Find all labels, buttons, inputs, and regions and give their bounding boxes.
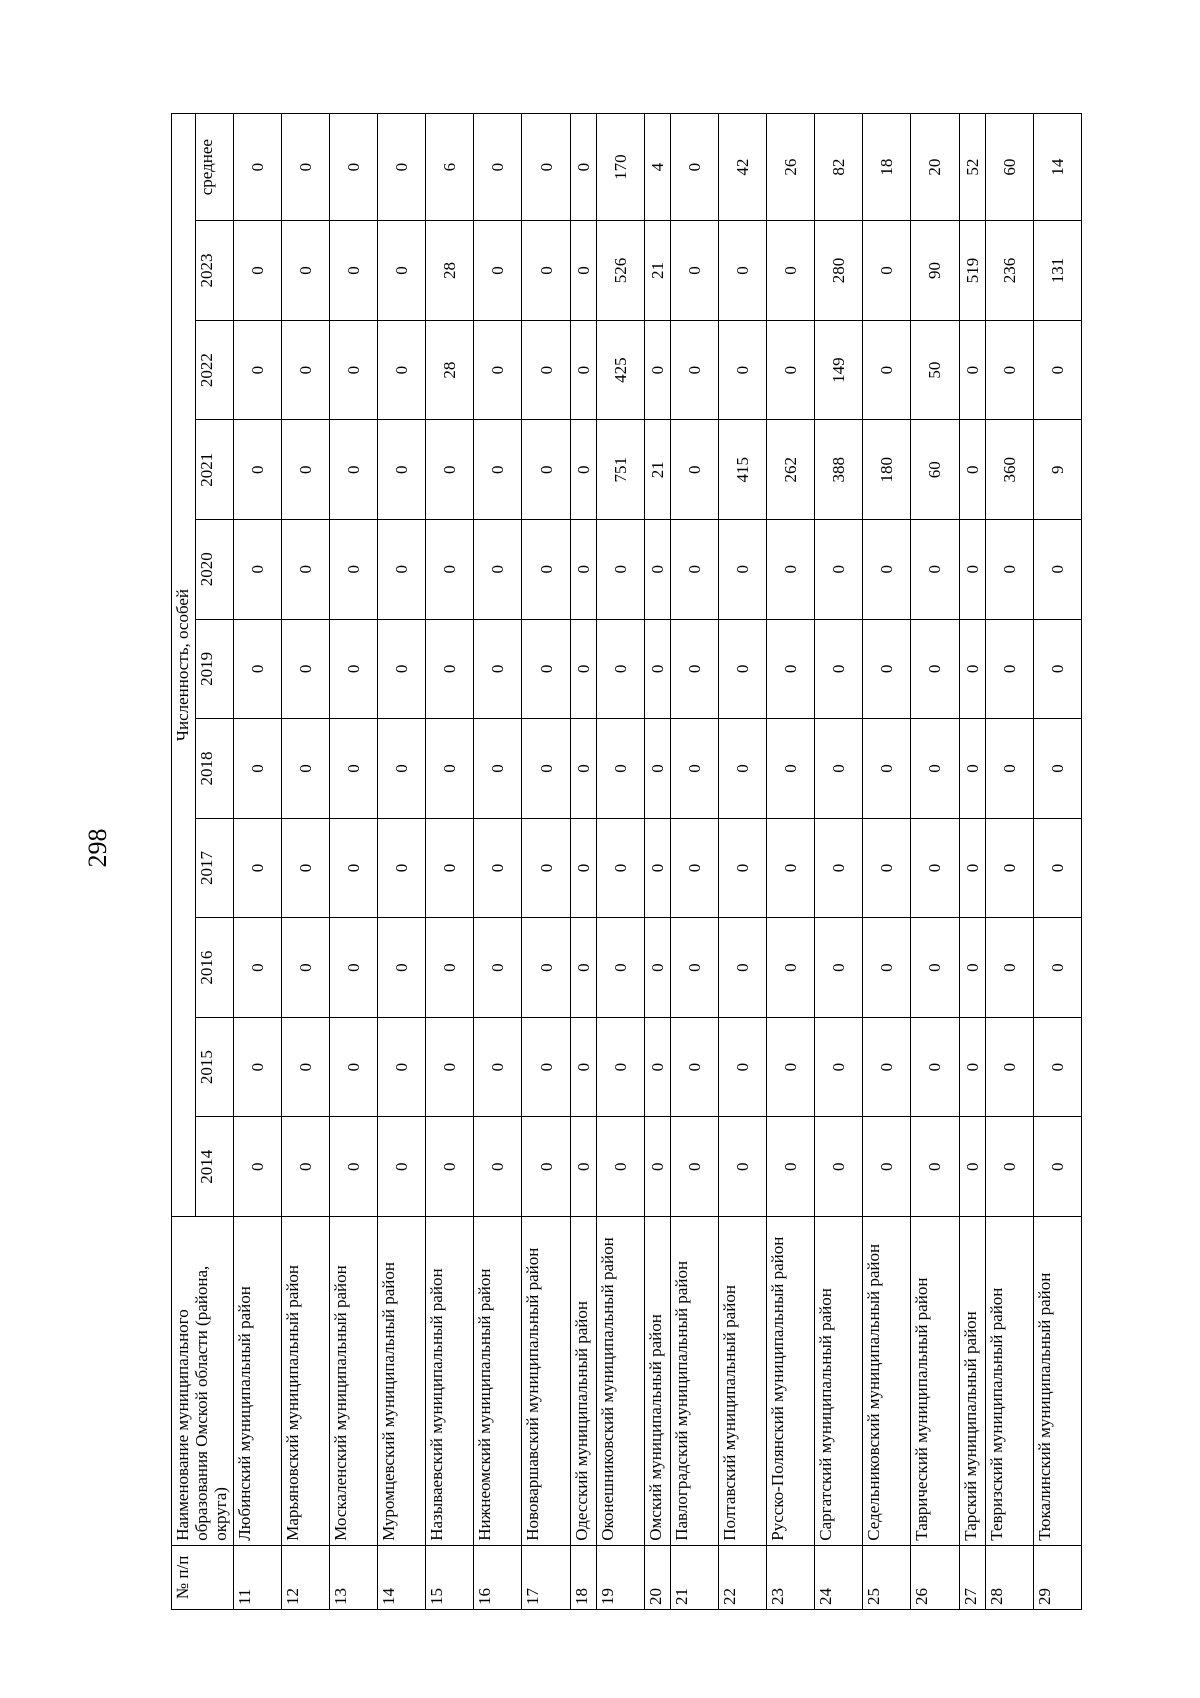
table-row (815, 114, 863, 1610)
row-value: 0 (985, 1117, 1033, 1217)
row-value: 0 (767, 918, 815, 1018)
row-value: 0 (426, 818, 474, 918)
row-value: 0 (570, 719, 596, 819)
table-row (596, 114, 644, 1610)
row-value: 131 (1033, 221, 1081, 321)
row-value: 60 (985, 114, 1033, 221)
header-year: 2018 (196, 719, 234, 819)
row-value: 0 (1033, 719, 1081, 819)
row-value: 0 (330, 1017, 378, 1117)
row-number: 17 (522, 1545, 570, 1609)
table-row (644, 114, 670, 1610)
row-number: 23 (767, 1545, 815, 1609)
row-value: 0 (234, 918, 282, 1018)
row-value: 0 (378, 519, 426, 619)
row-value: 0 (570, 519, 596, 619)
row-municipality-name: Любинский муниципальный район (234, 1217, 282, 1546)
row-value: 0 (719, 619, 767, 719)
row-value: 0 (282, 320, 330, 420)
row-value: 0 (234, 619, 282, 719)
row-value: 0 (985, 1017, 1033, 1117)
row-value: 0 (959, 918, 985, 1018)
row-value: 0 (330, 918, 378, 1018)
row-value: 0 (570, 1117, 596, 1217)
row-number: 25 (863, 1545, 911, 1609)
row-value: 0 (1033, 320, 1081, 420)
row-value: 0 (596, 1017, 644, 1117)
row-value: 0 (1033, 619, 1081, 719)
row-number: 11 (234, 1545, 282, 1609)
table-row (985, 114, 1033, 1610)
row-value: 0 (959, 619, 985, 719)
row-value: 0 (863, 818, 911, 918)
row-value: 4 (644, 114, 670, 221)
row-value: 0 (1033, 519, 1081, 619)
row-value: 0 (474, 918, 522, 1018)
row-value: 0 (719, 1117, 767, 1217)
row-value: 26 (767, 114, 815, 221)
row-value: 0 (570, 114, 596, 221)
row-value: 0 (522, 1117, 570, 1217)
row-value: 0 (644, 320, 670, 420)
row-value: 0 (863, 1017, 911, 1117)
header-year: 2015 (196, 1017, 234, 1117)
row-number: 13 (330, 1545, 378, 1609)
row-value: 388 (815, 420, 863, 520)
row-value: 0 (959, 818, 985, 918)
row-value: 0 (985, 619, 1033, 719)
row-value: 0 (644, 918, 670, 1018)
row-value: 0 (596, 1117, 644, 1217)
table-row (234, 114, 282, 1610)
row-value: 0 (522, 1017, 570, 1117)
row-value: 21 (644, 221, 670, 321)
row-municipality-name: Русско-Полянский муниципальный район (767, 1217, 815, 1546)
row-value: 9 (1033, 420, 1081, 520)
row-value: 0 (719, 719, 767, 819)
row-value: 0 (426, 519, 474, 619)
row-value: 0 (985, 320, 1033, 420)
row-value: 0 (671, 1117, 719, 1217)
row-value: 60 (911, 420, 959, 520)
row-value: 0 (330, 1117, 378, 1217)
row-value: 0 (330, 420, 378, 520)
row-value: 0 (282, 519, 330, 619)
row-value: 0 (959, 1117, 985, 1217)
header-year: 2014 (196, 1117, 234, 1217)
row-municipality-name: Муромцевский муниципальный район (378, 1217, 426, 1546)
row-value: 0 (570, 221, 596, 321)
row-value: 0 (1033, 1017, 1081, 1117)
row-value: 0 (767, 519, 815, 619)
row-value: 0 (911, 1017, 959, 1117)
row-municipality-name: Нововаршавский муниципальный район (522, 1217, 570, 1546)
row-value: 0 (378, 619, 426, 719)
row-value: 0 (234, 1117, 282, 1217)
row-value: 0 (767, 1017, 815, 1117)
row-municipality-name: Полтавский муниципальный район (719, 1217, 767, 1546)
row-value: 0 (234, 221, 282, 321)
row-municipality-name: Называевский муниципальный район (426, 1217, 474, 1546)
row-value: 149 (815, 320, 863, 420)
row-value: 28 (426, 320, 474, 420)
row-value: 0 (719, 221, 767, 321)
row-value: 0 (378, 320, 426, 420)
row-value: 0 (234, 114, 282, 221)
row-value: 0 (522, 114, 570, 221)
row-value: 0 (378, 719, 426, 819)
row-value: 0 (234, 420, 282, 520)
row-value: 0 (644, 818, 670, 918)
row-value: 0 (570, 619, 596, 719)
row-value: 0 (330, 221, 378, 321)
row-value: 0 (596, 619, 644, 719)
row-value: 20 (911, 114, 959, 221)
row-value: 0 (426, 619, 474, 719)
row-value: 0 (570, 918, 596, 1018)
row-value: 0 (282, 221, 330, 321)
row-value: 0 (1033, 918, 1081, 1018)
table-row (767, 114, 815, 1610)
row-value: 0 (644, 719, 670, 819)
header-year: 2023 (196, 221, 234, 321)
row-municipality-name: Марьяновский муниципальный район (282, 1217, 330, 1546)
row-number: 19 (596, 1545, 644, 1609)
row-value: 0 (985, 918, 1033, 1018)
row-value: 0 (863, 719, 911, 819)
row-value: 0 (863, 320, 911, 420)
row-municipality-name: Нижнеомский муниципальный район (474, 1217, 522, 1546)
row-value: 0 (815, 619, 863, 719)
row-value: 0 (378, 818, 426, 918)
row-value: 0 (911, 1117, 959, 1217)
row-value: 0 (767, 320, 815, 420)
row-value: 0 (522, 420, 570, 520)
row-value: 0 (234, 818, 282, 918)
row-value: 0 (282, 114, 330, 221)
row-value: 0 (234, 519, 282, 619)
row-value: 82 (815, 114, 863, 221)
row-value: 0 (985, 519, 1033, 619)
row-value: 0 (330, 114, 378, 221)
row-value: 0 (282, 719, 330, 819)
row-value: 0 (282, 918, 330, 1018)
row-value: 0 (522, 719, 570, 819)
row-value: 0 (671, 719, 719, 819)
row-value: 0 (671, 420, 719, 520)
row-municipality-name: Одесский муниципальный район (570, 1217, 596, 1546)
row-value: 0 (815, 519, 863, 619)
row-value: 0 (985, 719, 1033, 819)
row-value: 18 (863, 114, 911, 221)
row-value: 42 (719, 114, 767, 221)
row-value: 0 (815, 818, 863, 918)
row-value: 0 (330, 719, 378, 819)
row-value: 0 (596, 918, 644, 1018)
row-value: 0 (911, 818, 959, 918)
row-value: 0 (911, 619, 959, 719)
row-value: 0 (426, 918, 474, 1018)
row-value: 0 (719, 818, 767, 918)
header-group: Численность, особей (172, 114, 196, 1217)
row-value: 0 (671, 918, 719, 1018)
row-value: 28 (426, 221, 474, 321)
row-value: 0 (911, 519, 959, 619)
row-value: 0 (767, 221, 815, 321)
row-value: 0 (959, 420, 985, 520)
row-value: 0 (767, 619, 815, 719)
row-value: 0 (378, 221, 426, 321)
row-value: 360 (985, 420, 1033, 520)
row-number: 18 (570, 1545, 596, 1609)
row-number: 28 (985, 1545, 1033, 1609)
row-value: 0 (330, 818, 378, 918)
row-value: 0 (234, 1017, 282, 1117)
row-value: 0 (671, 619, 719, 719)
row-value: 0 (911, 918, 959, 1018)
row-value: 0 (474, 221, 522, 321)
table-row (911, 114, 959, 1610)
row-value: 0 (282, 1117, 330, 1217)
row-value: 0 (378, 918, 426, 1018)
table-row (671, 114, 719, 1610)
row-value: 0 (767, 719, 815, 819)
row-number: 22 (719, 1545, 767, 1609)
row-value: 0 (596, 719, 644, 819)
row-value: 0 (522, 320, 570, 420)
table-row (959, 114, 985, 1610)
row-value: 415 (719, 420, 767, 520)
row-value: 0 (719, 1017, 767, 1117)
row-value: 0 (644, 1017, 670, 1117)
row-value: 751 (596, 420, 644, 520)
row-value: 170 (596, 114, 644, 221)
row-value: 0 (671, 818, 719, 918)
header-year: 2022 (196, 320, 234, 420)
row-number: 24 (815, 1545, 863, 1609)
row-value: 0 (596, 818, 644, 918)
row-value: 0 (570, 818, 596, 918)
row-value: 0 (474, 619, 522, 719)
table-row (522, 114, 570, 1610)
row-value: 0 (815, 719, 863, 819)
row-value: 0 (1033, 818, 1081, 918)
header-year: 2021 (196, 420, 234, 520)
row-value: 0 (522, 818, 570, 918)
header-name: Наименование муниципального образования Омской области (района, округа) (172, 1217, 234, 1546)
row-value: 236 (985, 221, 1033, 321)
row-value: 0 (767, 1117, 815, 1217)
row-municipality-name: Саргатский муниципальный район (815, 1217, 863, 1546)
row-value: 0 (522, 619, 570, 719)
header-year: среднее (196, 114, 234, 221)
row-value: 14 (1033, 114, 1081, 221)
row-value: 0 (474, 719, 522, 819)
row-municipality-name: Павлоградский муниципальный район (671, 1217, 719, 1546)
table-container (171, 113, 1082, 1610)
table-row (330, 114, 378, 1610)
row-value: 0 (378, 1017, 426, 1117)
row-value: 526 (596, 221, 644, 321)
row-number: 14 (378, 1545, 426, 1609)
row-value: 0 (570, 420, 596, 520)
row-value: 0 (863, 519, 911, 619)
row-value: 0 (426, 1117, 474, 1217)
row-number: 12 (282, 1545, 330, 1609)
row-value: 0 (863, 221, 911, 321)
row-value: 0 (474, 1117, 522, 1217)
row-value: 0 (815, 1017, 863, 1117)
row-value: 6 (426, 114, 474, 221)
row-value: 0 (671, 1017, 719, 1117)
row-value: 0 (378, 420, 426, 520)
header-year: 2019 (196, 619, 234, 719)
row-value: 0 (863, 918, 911, 1018)
header-year: 2020 (196, 519, 234, 619)
row-value: 0 (330, 320, 378, 420)
row-value: 21 (644, 420, 670, 520)
row-value: 0 (644, 519, 670, 619)
row-value: 0 (959, 519, 985, 619)
row-value: 0 (719, 320, 767, 420)
row-value: 0 (282, 1017, 330, 1117)
header-year: 2016 (196, 918, 234, 1018)
row-value: 90 (911, 221, 959, 321)
row-value: 0 (596, 519, 644, 619)
table-row (719, 114, 767, 1610)
row-value: 0 (234, 320, 282, 420)
table-row (863, 114, 911, 1610)
row-value: 0 (863, 1117, 911, 1217)
row-value: 50 (911, 320, 959, 420)
row-value: 0 (671, 114, 719, 221)
row-number: 26 (911, 1545, 959, 1609)
row-value: 0 (378, 114, 426, 221)
row-value: 0 (234, 719, 282, 819)
row-value: 0 (474, 114, 522, 221)
page-number: 298 (83, 828, 112, 868)
row-value: 180 (863, 420, 911, 520)
row-value: 0 (378, 1117, 426, 1217)
row-value: 0 (911, 719, 959, 819)
row-number: 16 (474, 1545, 522, 1609)
row-municipality-name: Омский муниципальный район (644, 1217, 670, 1546)
row-value: 0 (671, 320, 719, 420)
row-value: 0 (522, 918, 570, 1018)
row-value: 0 (330, 519, 378, 619)
row-value: 0 (570, 1017, 596, 1117)
row-number: 27 (959, 1545, 985, 1609)
row-municipality-name: Тевризский муниципальный район (985, 1217, 1033, 1546)
row-value: 52 (959, 114, 985, 221)
row-value: 262 (767, 420, 815, 520)
row-value: 0 (767, 818, 815, 918)
row-value: 0 (671, 519, 719, 619)
row-value: 425 (596, 320, 644, 420)
row-value: 519 (959, 221, 985, 321)
row-value: 0 (426, 420, 474, 520)
row-municipality-name: Седельниковский муниципальный район (863, 1217, 911, 1546)
row-value: 0 (959, 719, 985, 819)
row-value: 0 (671, 221, 719, 321)
row-value: 0 (985, 818, 1033, 918)
row-value: 0 (815, 1117, 863, 1217)
row-value: 0 (644, 619, 670, 719)
row-value: 280 (815, 221, 863, 321)
row-value: 0 (474, 519, 522, 619)
table-row (1033, 114, 1081, 1610)
row-value: 0 (282, 619, 330, 719)
row-value: 0 (522, 519, 570, 619)
row-number: 15 (426, 1545, 474, 1609)
population-table (171, 113, 1082, 1610)
row-value: 0 (570, 320, 596, 420)
row-value: 0 (959, 320, 985, 420)
row-value: 0 (815, 918, 863, 1018)
row-number: 21 (671, 1545, 719, 1609)
row-municipality-name: Тюкалинский муниципальный район (1033, 1217, 1081, 1546)
row-municipality-name: Оконешниковский муниципальный район (596, 1217, 644, 1546)
row-municipality-name: Москаленский муниципальный район (330, 1217, 378, 1546)
row-value: 0 (474, 420, 522, 520)
row-value: 0 (1033, 1117, 1081, 1217)
row-value: 0 (474, 320, 522, 420)
row-value: 0 (282, 818, 330, 918)
row-number: 29 (1033, 1545, 1081, 1609)
row-value: 0 (426, 1017, 474, 1117)
header-number: № п/п (172, 1545, 234, 1609)
row-value: 0 (644, 1117, 670, 1217)
header-year: 2017 (196, 818, 234, 918)
table-row (570, 114, 596, 1610)
table-row (378, 114, 426, 1610)
row-value: 0 (330, 619, 378, 719)
row-value: 0 (522, 221, 570, 321)
table-row (426, 114, 474, 1610)
row-value: 0 (719, 519, 767, 619)
row-value: 0 (474, 1017, 522, 1117)
row-municipality-name: Тарский муниципальный район (959, 1217, 985, 1546)
row-value: 0 (863, 619, 911, 719)
row-value: 0 (426, 719, 474, 819)
table-row (474, 114, 522, 1610)
row-number: 20 (644, 1545, 670, 1609)
row-value: 0 (959, 1017, 985, 1117)
row-municipality-name: Таврический муниципальный район (911, 1217, 959, 1546)
row-value: 0 (719, 918, 767, 1018)
table-row (282, 114, 330, 1610)
row-value: 0 (282, 420, 330, 520)
row-value: 0 (474, 818, 522, 918)
